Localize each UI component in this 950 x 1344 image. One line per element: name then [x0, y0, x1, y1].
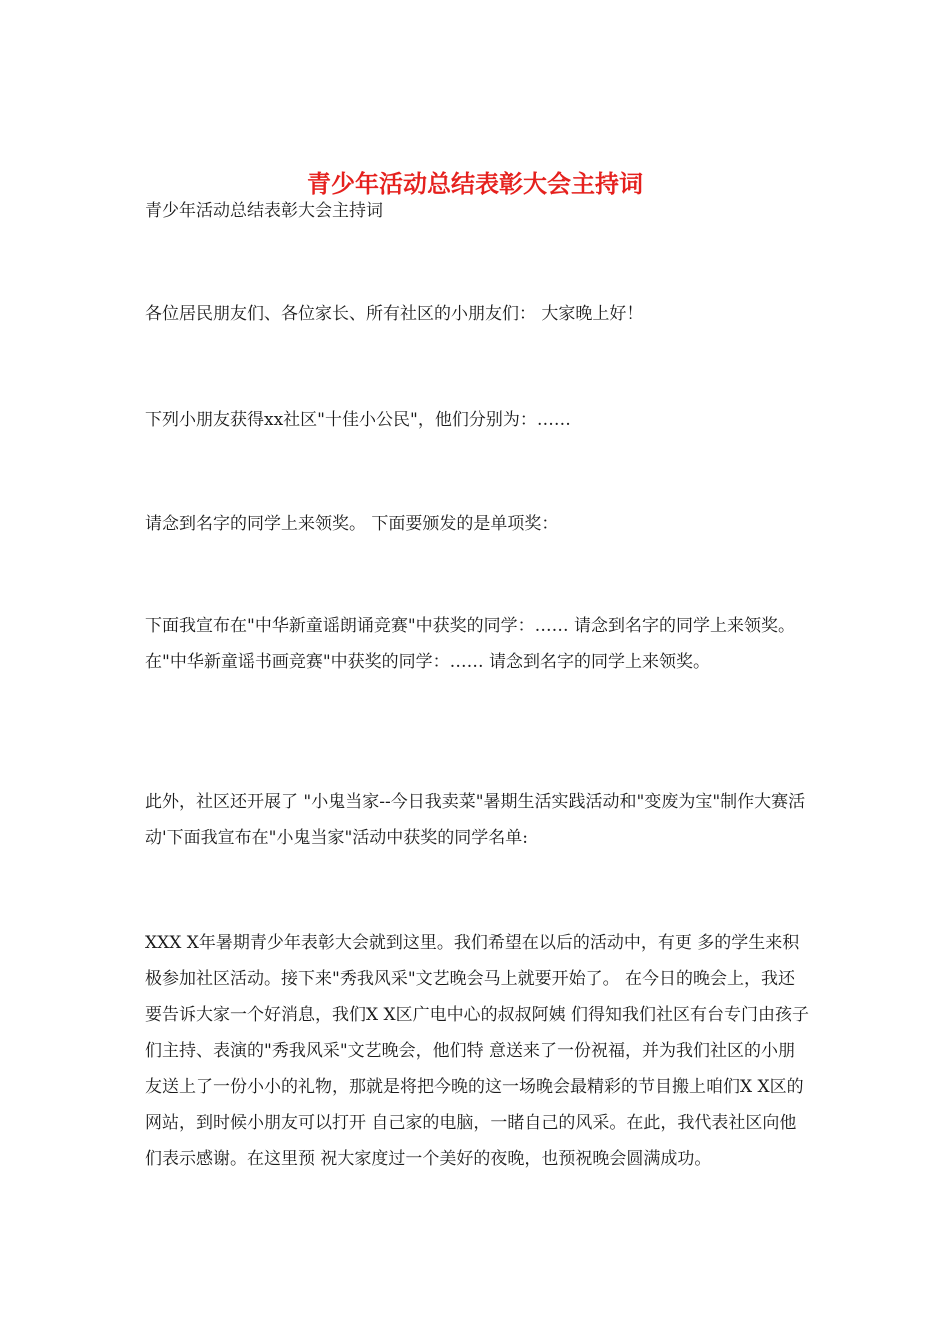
paragraph-top-ten-winners: 下列小朋友获得xx社区"十佳小公民"，他们分别为：……	[145, 410, 571, 430]
paragraph-contest-winners: 下面我宣布在"中华新童谣朗诵竞赛"中获奖的同学：…… 请念到名字的同学上来领奖。 在"中华新童谣书画竞赛"中获奖的同学：…… 请念到名字的同学上来领奖。	[145, 616, 796, 672]
document-title: 青少年活动总结表彰大会主持词	[307, 170, 643, 199]
document-subtitle: 青少年活动总结表彰大会主持词	[145, 201, 383, 221]
paragraph-closing: XXX X年暑期青少年表彰大会就到这里。我们希望在以后的活动中，有更 多的学生来积极参加社区活动。接下来"秀我风采"文艺晚会马上就要开始了。 在今日的晚会上，我还要告诉大家一个好消息，我们X X区广电中心的叔叔阿姨 们得知我们社区有台专门由孩子们主持、表演的"秀我风采"文艺晚会，他们特 意送来了一份祝福，并为我们社区的小朋友送上了一份小小的礼物，那就是将把今晚的这一场晚会最精彩的节目搬上咱们X X区的网站，到时候小朋友可以打开 自己家的电脑，一睹自己的风采。在此，我代表社区向他们表示感谢。在这里预 祝大家度过一个美好的夜晚，也预祝晚会圆满成功。	[145, 933, 810, 1169]
paragraph-single-awards: 请念到名字的同学上来领奖。 下面要颁发的是单项奖：	[145, 514, 559, 534]
paragraph-extra-activities: 此外，社区还开展了 "小鬼当家--今日我卖菜"暑期生活实践活动和"变废为宝"制作大赛活动'下面我宣布在"小鬼当家"活动中获奖的同学名单:	[145, 792, 806, 848]
paragraph-greeting: 各位居民朋友们、各位家长、所有社区的小朋友们： 大家晚上好！	[145, 304, 644, 324]
